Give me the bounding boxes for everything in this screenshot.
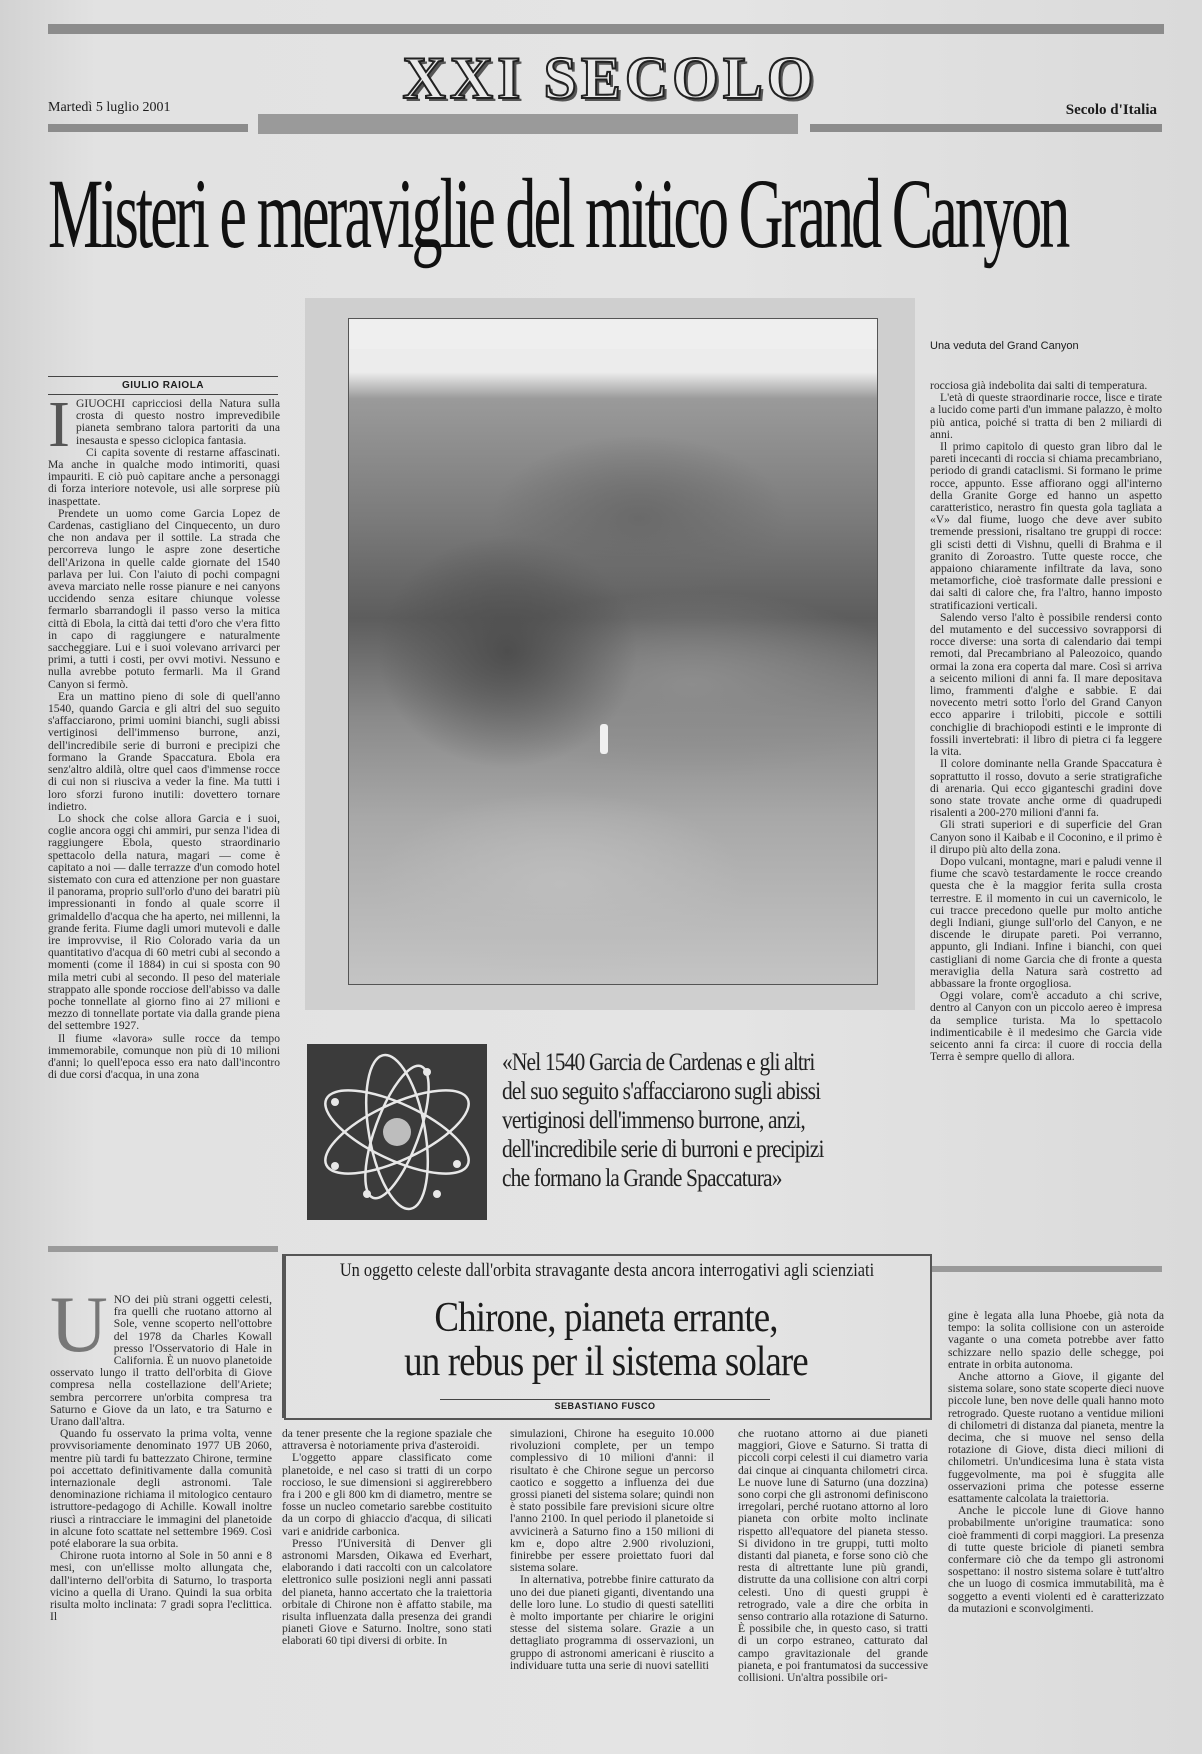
main-headline: Misteri e meraviglie del mitico Grand Canyon — [48, 159, 1068, 270]
paragraph: rocciosa già indebolita dai salti di temperatura. — [930, 380, 1148, 392]
pull-quote-line: «Nel 1540 Garcia de Cardenas e gli altri — [502, 1049, 815, 1076]
headline-line: un rebus per il sistema solare — [404, 1339, 808, 1385]
pull-quote-line: che formano la Grande Spaccatura» — [502, 1165, 782, 1192]
article2-column-2 — [282, 1428, 492, 1718]
grand-canyon-photo — [348, 318, 878, 985]
paragraph: Oggi volare, com'è accaduto a chi scrive, dentro al Canyon con un piccolo aereo è impresa da semplice turista. Ma lo spettacolo indimenticabile è il medesimo che Garcia vide seicento anni fa circa: il cuore di roccia della Terra è sempre quello di allora. — [930, 989, 1162, 1064]
section-divider — [48, 1246, 278, 1252]
paragraph: gine è legata alla luna Phoebe, già nota da tempo: la solita collisione con un asteroide vagante o una cometa potrebbe aver fatto schizzare nello spazio delle schegge, poi entrate in orbita autonoma. — [948, 1310, 1164, 1371]
paragraph: da tener presente che la regione spaziale che attraversa è notoriamente priva d'asteroidi. — [282, 1428, 492, 1453]
paragraph: Anche attorno a Giove, il gigante del sistema solare, sono state scoperte dieci nuove piccole lune, ben nove delle quali hanno moto retrogrado. Queste ruotano a ventidue milioni di chilometri di distanza dal pianeta, mentre la decima, che si muove nel senso della rotazione di Giove, dista dieci milioni di chilometri. Un'undicesima luna è stata vista fuggevolmente, ma poi è sfuggita alle osservazioni prima che potesse esserne esattamente calcolata la traiettoria. — [948, 1370, 1164, 1506]
drop-cap: I — [48, 398, 70, 461]
paragraph: Prendete un uomo come Garcia Lopez de Cardenas, castigliano del Cinquecento, un duro che non andava per il sottile. La strada che percorreva lungo le aspre zone desertiche dell'Arizona in quelle calde giornate del 1540 parlava per lui. Con l'aiuto di pochi compagni aveva marciato nelle rosse pianure e nei canyons uccidendo senza esitare chiunque volesse fermarlo sbarrandogli il passo verso la mitica città di Ebola, la città dai tetti d'oro che v'era fitto in capo di raggiungere e naturalmente saccheggiare. Lui e i suoi volevano arrivarci per primi, a tutti i costi, per ovvi motivi. Nessuno e nulla avrebbe potuto fermarli. Ma il Grand Canyon si fermò. — [48, 506, 280, 691]
paragraph: Era un mattino pieno di sole di quell'anno 1540, quando Garcia e gli altri del suo seguito s'affacciarono, primi uomini bianchi, sugli abissi vertiginosi dell'immenso burrone, anzi, dell'incredibile serie di burroni e precipizi che formano la Grande Spaccatura. Ebola era senz'altro aldilà, oltre quel caos d'immense rocce di cui non si riusciva a veder la fine. Ma tutti i loro sforzi furono inutili: dovettero tornare indietro. — [48, 689, 280, 813]
paragraph: Chirone ruota intorno al Sole in 50 anni e 8 mesi, con un'ellisse molto allungata che, dall'interno dell'orbita di Saturno, lo trasporta vicino a quella di Urano. Quindi la sua orbita risulta molto inclinata: 7 gradi sopra l'eclittica. Il — [50, 1549, 272, 1624]
atom-icon — [307, 1044, 487, 1220]
byline-rule-bottom — [48, 394, 278, 395]
article2-column-3 — [510, 1428, 714, 1718]
paragraph: Dopo vulcani, montagne, mari e paludi venne il fiume che scavò testardamente le rocce creando questa che è la maggior ferita sulla crosta terrestre. E il momento in cui un cavernicolo, le cui tracce precedono quelle pur molto antiche degli Indiani, giunge sull'orlo del Canyon, e ne discende le dirupate pareti. Poi verranno, appunto, gli Indiani. Infine i bianchi, con quei castigliani di nome Garcia che di fronte a questa meraviglia della Natura sarà costretto ad abbassare la fronte orgogliosa. — [930, 854, 1162, 990]
atom-illustration — [307, 1044, 487, 1220]
pull-quote-line: dell'incredibile serie di burroni e precipizi — [502, 1136, 824, 1163]
date-rule — [48, 124, 248, 132]
paragraph: Gli strati superiori e di superficie del Gran Canyon sono il Kaibab e il Coconino, e il primo è il dirupo più alto della zona. — [930, 818, 1162, 856]
paragraph: Salendo verso l'alto è possibile rendersi conto del mutamento e del successivo sovrapporsi di rocce diverse: una sorta di calendario dai tempi remoti, dal Precambriano al Paleozoico, quando ormai la zona era coperta dal mare. Così si arriva a seicento milioni di anni fa. Il mare depositava limo, frammenti d'alghe e sabbie. E dai novecento metri sotto l'orlo del Grand Canyon ecco apparire i trilobiti, piccole e sottili conchiglie di brachiopodi estinti e le impronte di fossili invertebrati: il libro di pietra ci fa leggere la vita. — [930, 610, 1162, 759]
article2-headline — [323, 1296, 890, 1384]
section-divider-right — [930, 1266, 1162, 1272]
paragraph: GIUOCHI capricciosi della Natura sulla crosta di questo nostro imprevedibile pianeta sembrano talora partoriti da una inesausta e spesso ciclopica fantasia. — [75, 398, 280, 447]
paragraph: Lo shock che colse allora Garcia e i suoi, coglie ancora oggi chi ammiri, pur senza l'idea di raggiungere Ebola, questo straordinario spettacolo della natura, magari — come è capitato a noi — dalle terrazze d'un comodo hotel sistemato con cura ed attenzione per non guastare il panorama, proprio sull'orlo d'uno dei baratri più impressionanti in fondo al quale scorre il grimaldello d'acqua che ha aperto, nei millenni, la grande ferita. Fiume dagli umori mutevoli e dalle ire improvvise, il Rio Colorado varia da un quantitativo d'acqua di 60 metri cubi al secondo a momenti (come il 1884) in cui si sposta con 90 mila metri cubi al secondo. Il peso del materiale strappato alle sponde rocciose dell'abisso va dalle poche tonnellate al giorno fino ai 27 milioni e mezzo di tonnellate portate via dalla grande piena del settembre 1927. — [48, 811, 280, 1033]
article2-column-4 — [738, 1428, 928, 1718]
photo-hiker — [600, 724, 608, 754]
article1-column-3 — [930, 380, 1162, 1228]
paragraph: L'età di queste straordinarie rocce, lisce e tirate a lucido come parti d'un immane palazzo, è molto più antica, poiché si tratta di ben 2 miliardi di anni. — [930, 391, 1162, 441]
pull-quote-line: vertiginosi dell'immenso burrone, anzi, — [502, 1107, 805, 1134]
article2-kicker: Un oggetto celeste dall'orbita stravagante desta ancora interrogativi agli scienziati — [339, 1260, 875, 1281]
paragraph: Quando fu osservato la prima volta, venne provvisoriamente denominato 1977 UB 2060, mentre più tardi fu battezzato Chirone, termine poi accettato definitivamente dalla comunità internazionale degli astronomi. Tale denominazione richiama il mitologico centauro istruttore-pedagogo di Achille. Kowall inoltre riuscì a rintracciare le immagini del planetoide in alcune foto scattate nel settembre 1969. Così poté elaborare la sua orbita. — [50, 1427, 272, 1551]
article2-column-1 — [50, 1294, 272, 1718]
photo-caption: Una veduta del Grand Canyon — [930, 340, 1079, 352]
paragraph: Il primo capitolo di questo gran libro dal le pareti incecanti di roccia si chiama precambriano, periodo di grandi cataclismi. Si formano le prime rocce, appunto. Esse affiorano oggi all'interno della Granite Gorge ed hanno un aspetto caratteristico, nerastro fin questa gola tagliata a «V» dal fiume, luogo che deve aver subito tremende pressioni, risaltano tre gruppi di rocce: gli scisti detti di Vishnu, quelli di Brahma e il granito di Zoroastro. Tutte queste rocce, che appaiono chiaramente infiltrate da lava, sono metamorfiche, cioè trasformate dalle pressioni e dai salti di calore che, fra l'altro, hanno imposto stratificazioni verticali. — [930, 440, 1162, 612]
paragraph: L'oggetto appare classificato come planetoide, e nel caso si tratti di un corpo roccioso, le sue dimensioni si aggirerebbero fra i 200 e gli 800 km di diametro, mentre se fosse un nucleo cometario sarebbe costituito da un corpo di ghiaccio d'acqua, di silicati vari e anidride carbonica. — [282, 1451, 492, 1538]
masthead-rule — [258, 114, 798, 134]
byline2-rule — [440, 1399, 770, 1400]
paragraph: Anche le piccole lune di Giove hanno probabilmente un'origine traumatica: sono cioè frammenti di corpi maggiori. La presenza di tutte queste briciole di pianeti sembra confermare ciò che da tempo gli astronomi sospettano: il nostro sistema solare è tutt'altro che un luogo di cosmica immutabilità, ma è soggetto a eventi violenti ed è caratterizzato da mutazioni e sconvolgimenti. — [948, 1504, 1164, 1615]
top-rule — [48, 24, 1164, 34]
article1-column-1 — [48, 398, 280, 1186]
article1-byline: GIULIO RAIOLA — [121, 380, 205, 391]
masthead-title: XXI SECOLO — [402, 45, 818, 111]
paragraph: NO dei più strani oggetti celesti, fra quelli che ruotano attorno al Sole, venne scoperto nell'ottobre del 1978 da Charles Kowall presso l'Osservatorio di Hale in California. È un nuovo planetoide osservato lungo il tratto dell'orbita di Giove compresa nella costellazione dell'Ariete; sembra percorrere un'orbita compresa tra Saturno e Giove da un lato, e tra Saturno e Urano dall'altra. — [50, 1294, 272, 1429]
article2-column-5 — [948, 1310, 1164, 1718]
paragraph: Il fiume «lavora» sulle rocce da tempo immemorabile, comunque non più di 10 milioni d'anni; lo quell'epoca esso era nato dall'incontro di due corsi d'acqua, in una zona — [48, 1031, 280, 1082]
pull-quote — [502, 1048, 829, 1193]
pull-quote-line: del suo seguito s'affacciarono sugli abissi — [502, 1078, 821, 1105]
paragraph: Il colore dominante nella Grande Spaccatura è soprattutto il rosso, dovuto a serie stratigrafiche di arenaria. Qui ecco giganteschi gradini dove sono state trovate anche orme di quadrupedi risalenti a 200-270 milioni d'anni fa. — [930, 757, 1162, 820]
photo-sky — [349, 319, 877, 349]
headline-line: Chirone, pianeta errante, — [434, 1295, 778, 1341]
paragraph: simulazioni, Chirone ha eseguito 10.000 rivoluzioni complete, per un tempo complessivo di 10 milioni d'anni: il risultato è che Chirone segue un percorso caotico e soggetto a influenza dei due grossi pianeti del sistema solare; quindi non è stato possibile fare previsioni sicure oltre l'anno 2100. In quel periodo il planetoide si avvicinerà a Saturno fino a 150 milioni di km e, dopo altre 2.900 rivoluzioni, finirebbe per essere proiettato fuori dal sistema solare. — [510, 1428, 714, 1575]
byline-rule-top — [48, 376, 278, 377]
drop-cap: U — [50, 1294, 108, 1369]
paragraph: che ruotano attorno ai due pianeti maggiori, Giove e Saturno. Si tratta di piccoli corpi celesti il cui diametro varia dai cinque ai cinquanta chilometri circa. Le nuove lune di Saturno (una dozzina) sono corpi che gli astronomi definiscono irregolari, perché ruotano attorno al loro pianeta con orbite molto inclinate rispetto all'equatore del pianeta stesso. Si dividono in tre gruppi, tutti molto distanti dal pianeta, e forse sono ciò che resta di altrettante lune più grandi, distrutte da una collisione con altri corpi celesti. Uno di questi gruppi è retrogrado, vale a dire che orbita in senso contrario alla rotazione di Saturno. È possibile che, in questo caso, si tratti di un corpo estraneo, catturato dal campo gravitazionale del grande pianeta, e poi frantumatosi da successive collisioni. Un'altra possibile ori- — [738, 1428, 928, 1685]
paragraph: Presso l'Università di Denver gli astronomi Marsden, Oikawa ed Everhart, elaborando i dati raccolti con un calcolatore elettronico sulle posizioni negli anni passati del pianeta, hanno accertato che la traiettoria orbitale di Chirone non è affatto stabile, ma risulta influenzata dalla presenza dei grandi pianeti Giove e Saturno. Inoltre, sono stati elaborati 60 tipi diversi di orbite. In — [282, 1536, 492, 1648]
issue-date: Martedì 5 luglio 2001 — [48, 100, 171, 115]
box-left-rule — [282, 1254, 284, 1418]
paragraph: In alternativa, potrebbe finire catturato da uno dei due pianeti giganti, diventando una delle loro lune. Lo studio di questi satelliti è molto importante per chiarire le origini stesse del sistema solare. Grazie a un dettagliato programma di osservazioni, un gruppo di astronomi americani è riuscito a individuare tutta una serie di nuovi satelliti — [510, 1573, 714, 1672]
paper-name: Secolo d'Italia — [1065, 102, 1157, 118]
paper-rule — [810, 124, 1162, 132]
paragraph: Ci capita sovente di restarne affascinati. Ma anche in qualche modo intimoriti, quasi impauriti. E ciò può capitare anche a personaggi di forza interiore notevole, usi alle sorprese più inaspettate. — [48, 445, 280, 508]
article2-byline: SEBASTIANO FUSCO — [554, 1401, 656, 1411]
